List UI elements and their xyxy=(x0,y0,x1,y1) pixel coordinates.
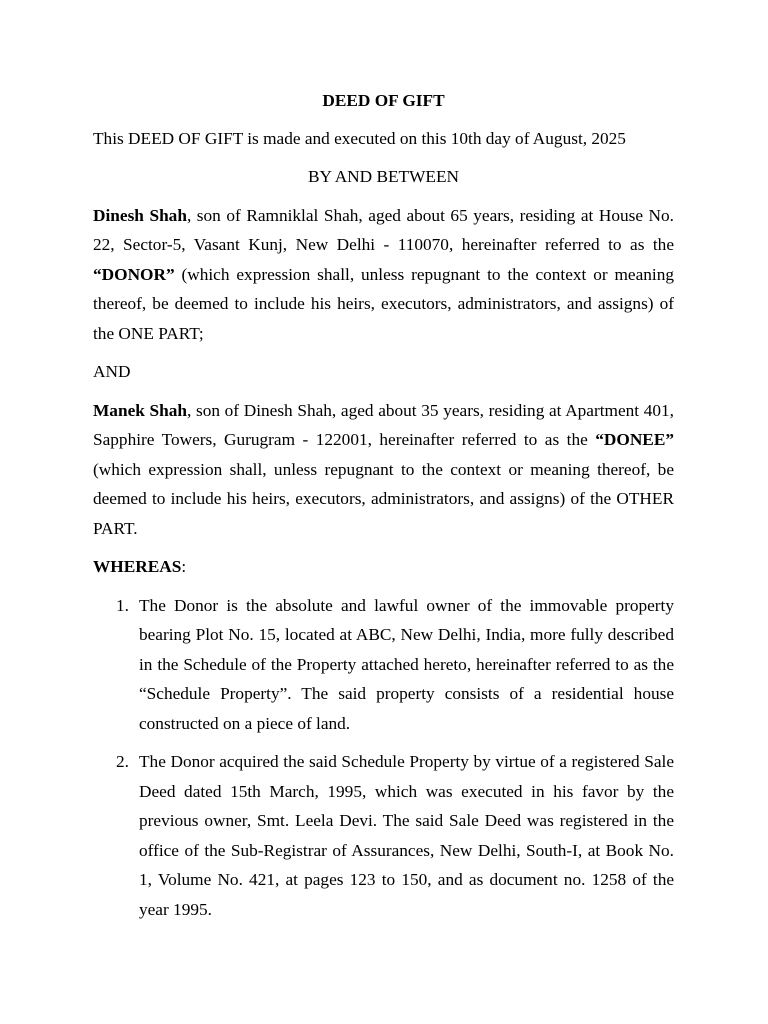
between-heading: BY AND BETWEEN xyxy=(307,167,460,186)
recital-number: 2. xyxy=(116,752,129,771)
whereas-label: WHEREAS xyxy=(93,557,182,576)
donee-role: “DONEE” xyxy=(595,430,674,449)
recital-item xyxy=(93,591,674,739)
donor-clause: (which expression shall, unless repugnant to the context or meaning thereof, be deemed to include his heirs, executors, administrators, and assigns) of the ONE PART; xyxy=(93,264,674,343)
donee-details: , son of Dinesh Shah, aged about 35 years, residing at Apartment 401, Sapphire Towers, Gurugram - 122001, hereinafter referred to as the xyxy=(93,400,675,449)
document-title: DEED OF GIFT xyxy=(322,91,445,110)
donor-name: Dinesh Shah xyxy=(93,205,187,225)
recitals-list xyxy=(93,591,674,925)
donor-paragraph xyxy=(93,201,674,349)
donee-clause: (which expression shall, unless repugnant to the context or meaning thereof, be deemed to include his heirs, executors, administrators, and assigns) of the OTHER PART. xyxy=(93,459,674,538)
recital-text: The Donor acquired the said Schedule Property by virtue of a registered Sale Deed dated 15th March, 1995, which was executed in his favor by the previous owner, Smt. Leela Devi. The said Sale Deed was registered in the office of the Sub-Registrar of Assurances, New Delhi, South-I, at Book No. 1, Volume No. 421, at pages 123 to 150, and as document no. 1258 of the year 1995. xyxy=(139,752,674,919)
document-page xyxy=(93,86,674,933)
whereas-colon: : xyxy=(181,557,187,576)
and-separator: AND xyxy=(93,362,131,381)
donee-name: Manek Shah xyxy=(93,400,187,420)
donor-details: , son of Ramniklal Shah, aged about 65 years, residing at House No. 22, Sector-5, Vasant Kunj, New Delhi - 110070, hereinafter referred to as the xyxy=(93,205,674,254)
whereas-heading xyxy=(93,552,674,582)
recital-item xyxy=(93,747,674,924)
donor-role: “DONOR” xyxy=(93,264,175,284)
recital-text: The Donor is the absolute and lawful owner of the immovable property bearing Plot No. 15, located at ABC, New Delhi, India, more fully described in the Schedule of the Property attached hereto, hereinafter referred to as the “Schedule Property”. The said property consists of a residential house constructed on a piece of land. xyxy=(139,595,674,733)
donee-paragraph xyxy=(93,396,674,544)
recital-number: 1. xyxy=(116,595,129,615)
intro-paragraph: This DEED OF GIFT is made and executed on this 10th day of August, 2025 xyxy=(93,128,626,148)
